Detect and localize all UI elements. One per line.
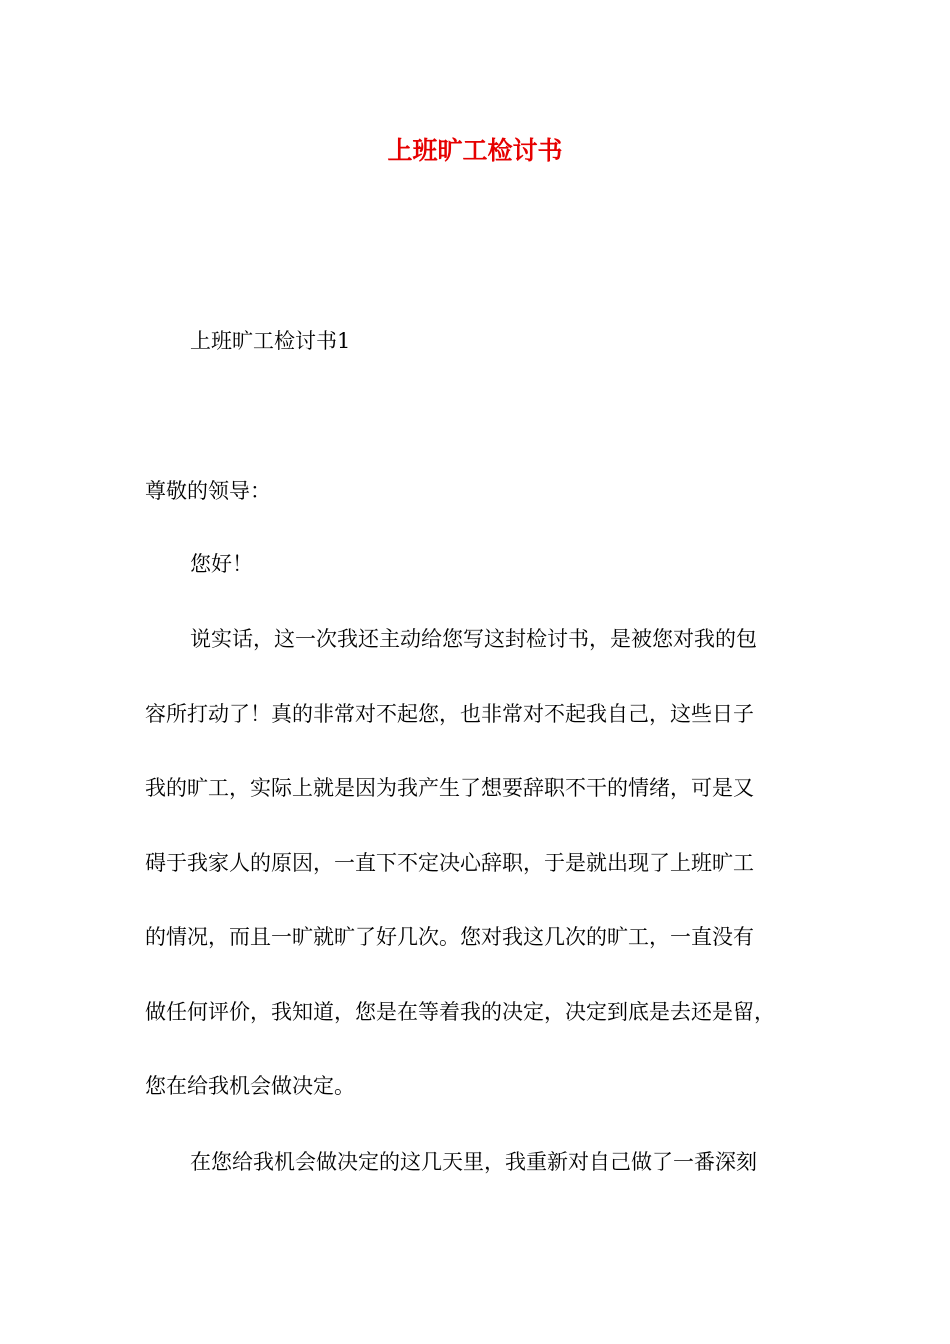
paragraph-line: 我的旷工，实际上就是因为我产生了想要辞职不干的情绪，可是又 [145, 776, 754, 800]
document-title: 上班旷工检讨书 [387, 136, 563, 165]
greeting: 您好！ [190, 552, 253, 576]
paragraph-line: 的情况，而且一旷就旷了好几次。您对我这几次的旷工，一直没有 [145, 925, 754, 949]
paragraph-line: 说实话，这一次我还主动给您写这封检讨书，是被您对我的包 [190, 627, 757, 651]
paragraph-line: 容所打动了！真的非常对不起您，也非常对不起我自己，这些日子 [145, 702, 754, 726]
section-heading: 上班旷工检讨书1 [190, 329, 351, 353]
paragraph-line: 碍于我家人的原因，一直下不定决心辞职，于是就出现了上班旷工 [145, 851, 754, 875]
paragraph-line: 您在给我机会做决定。 [145, 1074, 355, 1098]
salutation: 尊敬的领导： [145, 479, 271, 503]
paragraph-line: 在您给我机会做决定的这几天里，我重新对自己做了一番深刻 [190, 1150, 757, 1174]
paragraph-line: 做任何评价，我知道，您是在等着我的决定，决定到底是去还是留， [145, 1000, 775, 1024]
